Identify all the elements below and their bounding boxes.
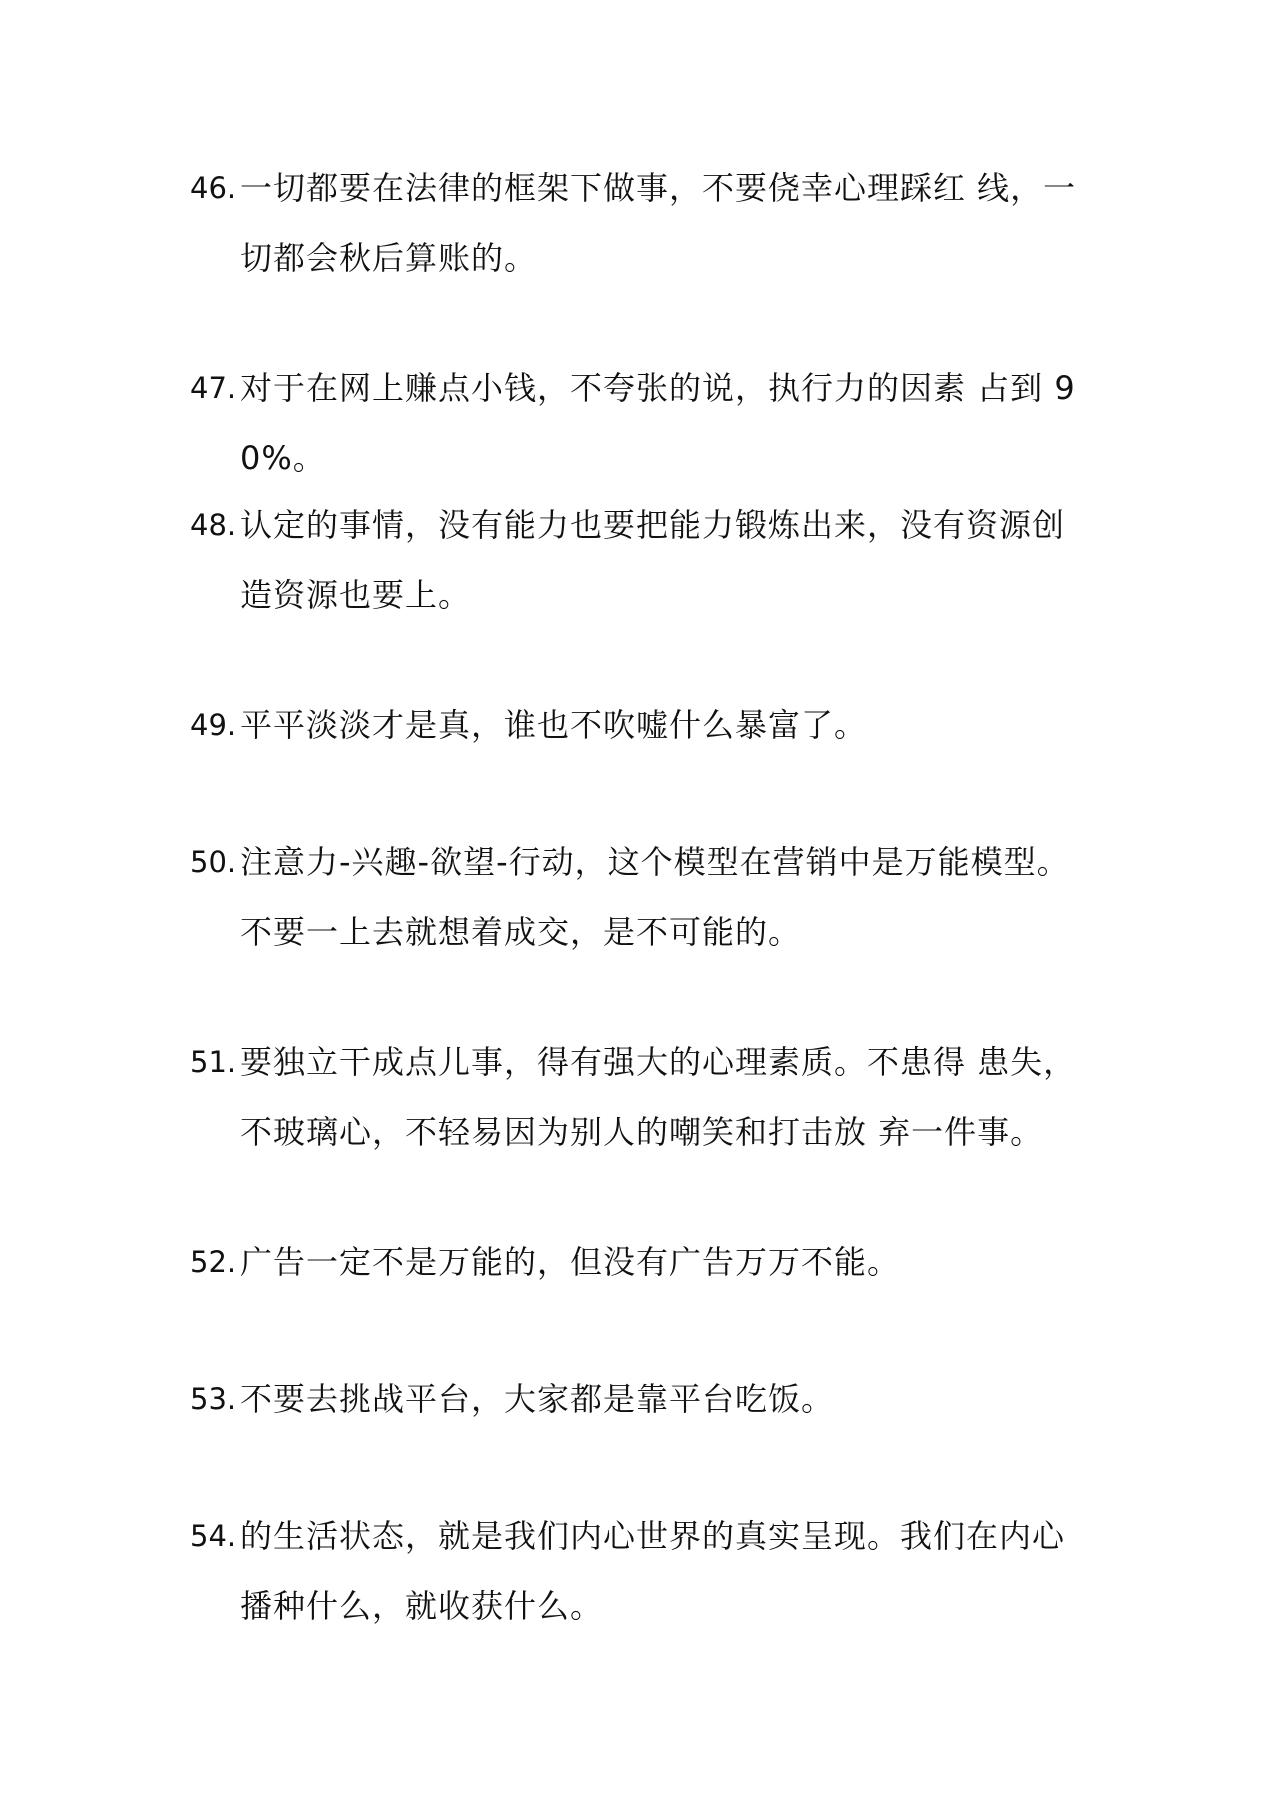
item-text: 认定的事情，没有能力也要把能力锻炼出来，没有资源创造资源也要上。 <box>240 506 1066 614</box>
list-item <box>190 827 1090 967</box>
item-text: 的生活状态，就是我们内心世界的真实呈现。我们在内心播种什么，就收获什么。 <box>240 1517 1066 1625</box>
list-item <box>190 1364 1090 1434</box>
item-number: 46. <box>190 171 237 205</box>
item-number: 54. <box>190 1519 237 1553</box>
item-text: 一切都要在法律的框架下做事，不要侥幸心理踩红 线，一切都会秋后算账的。 <box>240 169 1077 277</box>
item-text: 对于在网上赚点小钱，不夸张的说，执行力的因素 占到 90%。 <box>240 369 1076 477</box>
item-number: 53. <box>190 1382 237 1416</box>
list-item <box>190 490 1090 630</box>
item-number: 52. <box>190 1245 237 1279</box>
list-item <box>190 690 1090 760</box>
item-number: 48. <box>190 508 237 542</box>
item-text: 不要去挑战平台，大家都是靠平台吃饭。 <box>240 1380 835 1418</box>
list-item <box>190 153 1090 293</box>
item-text: 广告一定不是万能的，但没有广告万万不能。 <box>240 1243 901 1281</box>
list-item <box>190 353 1090 493</box>
item-text: 注意力-兴趣-欲望-行动，这个模型在营销中是万能模型。不要一上去就想着成交，是不可能的。 <box>240 843 1070 951</box>
item-number: 51. <box>190 1045 237 1079</box>
item-number: 49. <box>190 708 237 742</box>
item-text: 要独立干成点儿事，得有强大的心理素质。不患得 患失，不玻璃心，不轻易因为别人的嘲笑和打击放 弃一件事。 <box>240 1043 1077 1151</box>
item-text: 平平淡淡才是真，谁也不吹嘘什么暴富了。 <box>240 706 868 744</box>
list-item <box>190 1027 1090 1167</box>
item-number: 47. <box>190 371 237 405</box>
list-item <box>190 1501 1090 1641</box>
item-number: 50. <box>190 845 237 879</box>
list-item <box>190 1227 1090 1297</box>
